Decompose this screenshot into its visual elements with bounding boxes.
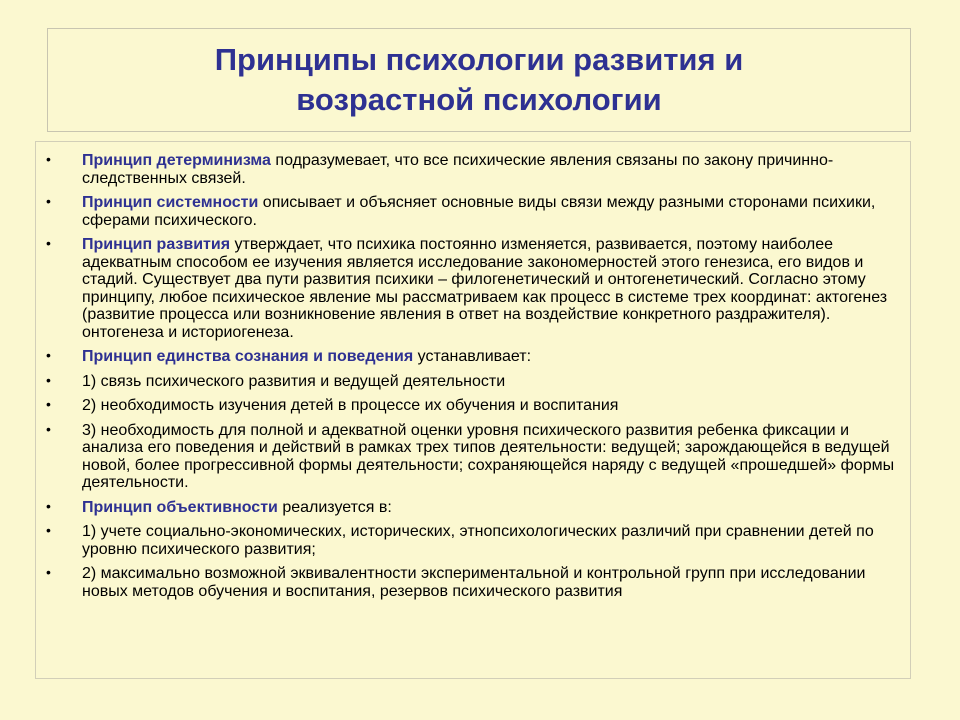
slide-title-line-2: возрастной психологии — [296, 82, 662, 117]
principle-term: Принцип системности — [82, 194, 259, 211]
principle-term: Принцип объективности — [82, 498, 278, 516]
bullet-icon: • — [46, 420, 51, 437]
bullet-icon: • — [46, 564, 51, 580]
principle-term: Принцип развития — [82, 236, 231, 253]
item-text: 3) необходимость для полной и адекватной оценки уровня психического развития ребенка фиксации и анализа его поведения и действий в рамках трех типов деятельности: ведущей; зарождающейся в ведущей новой, более прогрессивной формы деятельности; сохраняющейся наряду с ведущей «прошедшей» формы деятельности. — [82, 421, 895, 491]
list-item — [46, 236, 906, 341]
list-item — [46, 565, 906, 600]
bullet-icon: • — [46, 497, 51, 514]
item-text: 2) максимально возможной эквивалентности экспериментальной и контрольной групп при исследовании новых методов обучения и воспитания, резервов психического развития — [82, 565, 866, 600]
bullet-icon: • — [46, 347, 51, 363]
bullet-icon: • — [46, 522, 51, 538]
list-item — [46, 422, 906, 492]
list-item — [46, 194, 906, 229]
list-item — [46, 373, 906, 391]
bullet-icon: • — [46, 235, 51, 251]
list-item — [46, 348, 906, 366]
item-text: 1) связь психического развития и ведущей деятельности — [82, 372, 506, 390]
slide-title-line-1: Принципы психологии развития и — [214, 42, 744, 77]
bullet-icon: • — [46, 396, 51, 412]
principle-term: Принцип единства сознания и поведения — [82, 348, 414, 365]
principle-term: Принцип детерминизма — [82, 152, 271, 169]
item-text: утверждает, что психика постоянно изменяется, развивается, поэтому наиболее адекватным способом ее изучения является исследование закономерностей этого генезиса, его видов и стадий. Существует два пути развития психики – филогенетический и онтогенетический. Согласно этому принципу, любое психическое явление мы рассматриваем как процесс в системе трех координат: актогенез (развитие процесса или возникновение явления в ответ на воздействие конкретного раздражителя). онтогенеза и историогенеза. — [82, 236, 888, 341]
list-item — [46, 523, 906, 558]
item-text: описывает и объясняет основные виды связи между разными сторонами психики, сферами психического. — [82, 194, 876, 229]
principles-list — [46, 152, 906, 607]
list-item — [46, 152, 906, 187]
item-text: 1) учете социально-экономических, исторических, этнопсихологических различий при сравнении детей по уровню психического развития; — [82, 523, 874, 558]
bullet-icon: • — [46, 371, 51, 388]
bullet-icon: • — [46, 193, 51, 209]
list-item — [46, 397, 906, 415]
item-text: устанавливает: — [413, 348, 532, 365]
item-text: 2) необходимость изучения детей в процессе их обучения и воспитания — [82, 397, 619, 414]
bullet-icon: • — [46, 151, 51, 167]
title-box — [47, 28, 911, 132]
item-text: реализуется в: — [277, 498, 392, 516]
item-text: подразумевает, что все психические явления связаны по закону причинно-следственных связей. — [82, 152, 834, 187]
list-item — [46, 499, 906, 517]
